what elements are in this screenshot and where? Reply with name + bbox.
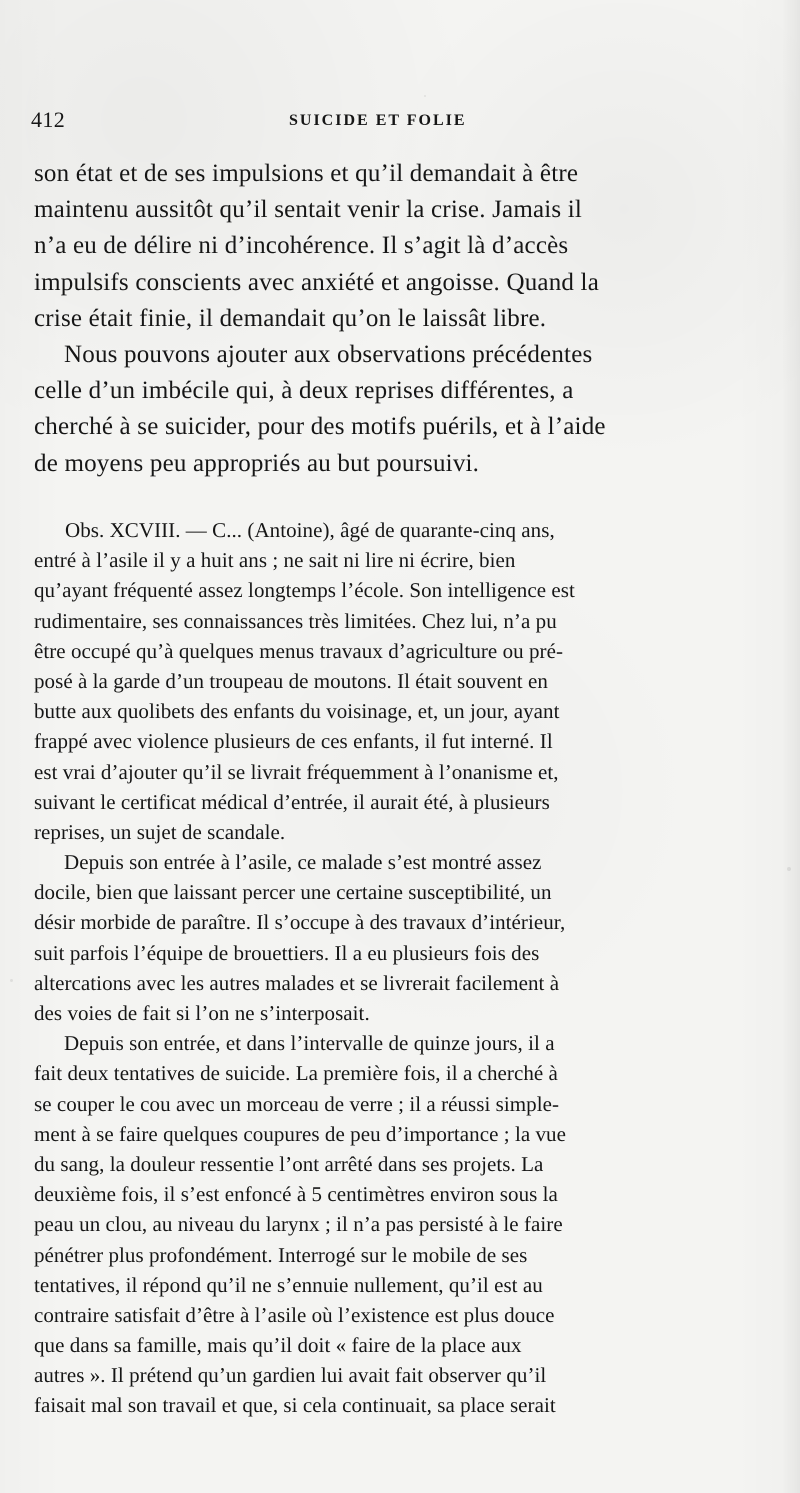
text-line: ment à se faire quelques coupures de peu d’importance ; la vue <box>34 1121 566 1146</box>
text-line: maintenu aussitôt qu’il sentait venir la crise. Jamais il <box>34 196 583 224</box>
text-line: Nous pouvons ajouter aux observations précédentes <box>64 340 593 368</box>
text-line: Depuis son entrée, et dans l’intervalle de quinze jours, il a <box>64 1031 555 1056</box>
text-line: n’a eu de délire ni d’incohérence. Il s’agit là d’accès <box>34 232 569 260</box>
text-line: faisait mal son travail et que, si cela continuait, sa place serait <box>34 1393 556 1418</box>
text-line: que dans sa famille, mais qu’il doit « faire de la place aux <box>34 1333 522 1358</box>
text-line: suivant le certificat médical d’entrée, il aurait été, à plusieurs <box>34 789 550 814</box>
text-line: crise était finie, il demandait qu’on le laissât libre. <box>34 304 547 332</box>
text-line: celle d’un imbécile qui, à deux reprises différentes, a <box>34 377 574 405</box>
text-line: entré à l’asile il y a huit ans ; ne sait ni lire ni écrire, bien <box>34 548 516 573</box>
text-line: de moyens peu appropriés au but poursuivi. <box>34 449 480 477</box>
text-line: autres ». Il prétend qu’un gardien lui avait fait observer qu’il <box>34 1363 547 1388</box>
text-line: pénétrer plus profondément. Interrogé sur le mobile de ses <box>34 1242 528 1267</box>
text-line: du sang, la douleur ressentie l’ont arrêté dans ses projets. La <box>34 1151 544 1176</box>
text-line: désir morbide de paraître. Il s’occupe à des travaux d’intérieur, <box>34 910 566 935</box>
text-line: altercations avec les autres malades et se livrerait facilement à <box>34 970 560 995</box>
text-line: son état et de ses impulsions et qu’il demandait à être <box>34 160 579 187</box>
text-line: rudimentaire, ses connaissances très limitées. Chez lui, n’a pu <box>34 608 557 633</box>
text-line: des voies de fait si l’on ne s’interposait. <box>34 1001 370 1025</box>
text-line: être occupé qu’à quelques menus travaux d’agriculture ou pré- <box>34 638 563 663</box>
text-line: cherché à se suicider, pour des motifs puérils, et à l’aide <box>34 413 606 441</box>
text-line: deuxième fois, il s’est enfoncé à 5 centimètres environ sous la <box>34 1182 558 1207</box>
text-line: qu’ayant fréquenté assez longtemps l’école. Son intelligence est <box>34 578 575 603</box>
text-line: reprises, un sujet de scandale. <box>34 819 286 844</box>
scan-speck <box>10 979 13 982</box>
page-header <box>31 103 749 137</box>
text-line: impulsifs conscients avec anxiété et angoisse. Quand la <box>34 268 600 296</box>
text-line: frappé avec violence plusieurs de ces enfants, il fut interné. Il <box>34 729 553 754</box>
running-title: SUICIDE ET FOLIE <box>289 112 467 129</box>
text-line: fait deux tentatives de suicide. La première fois, il a cherché à <box>34 1061 558 1086</box>
scan-speck <box>424 95 426 97</box>
observation-heading-line: Obs. XCVIII. — C... (Antoine), âgé de quarante-cinq ans, <box>65 518 555 542</box>
text-line: est vrai d’ajouter qu’il se livrait fréquemment à l’onanisme et, <box>34 759 559 784</box>
text-line: tentatives, il répond qu’il ne s’ennuie nullement, qu’il est au <box>34 1272 543 1297</box>
page-number: 412 <box>31 107 66 132</box>
text-line: butte aux quolibets des enfants du voisinage, et, un jour, ayant <box>34 699 560 724</box>
text-line: contraire satisfait d’être à l’asile où l’existence est plus douce <box>34 1302 555 1327</box>
intro-paragraphs <box>34 156 754 482</box>
text-line: peau un clou, au niveau du larynx ; il n’a pas persisté à le faire <box>34 1212 563 1237</box>
text-line: posé à la garde d’un troupeau de moutons. Il était souvent en <box>34 668 548 693</box>
observation-section <box>34 515 754 1421</box>
text-line: se couper le cou avec un morceau de verre ; il a réussi simple- <box>34 1091 560 1116</box>
page-edge-shadow <box>782 0 800 1493</box>
text-line: suit parfois l’équipe de brouettiers. Il a eu plusieurs fois des <box>34 940 540 965</box>
text-line: docile, bien que laissant percer une certaine susceptibilité, un <box>34 880 552 905</box>
text-line: Depuis son entrée à l’asile, ce malade s’est montré assez <box>64 850 542 875</box>
